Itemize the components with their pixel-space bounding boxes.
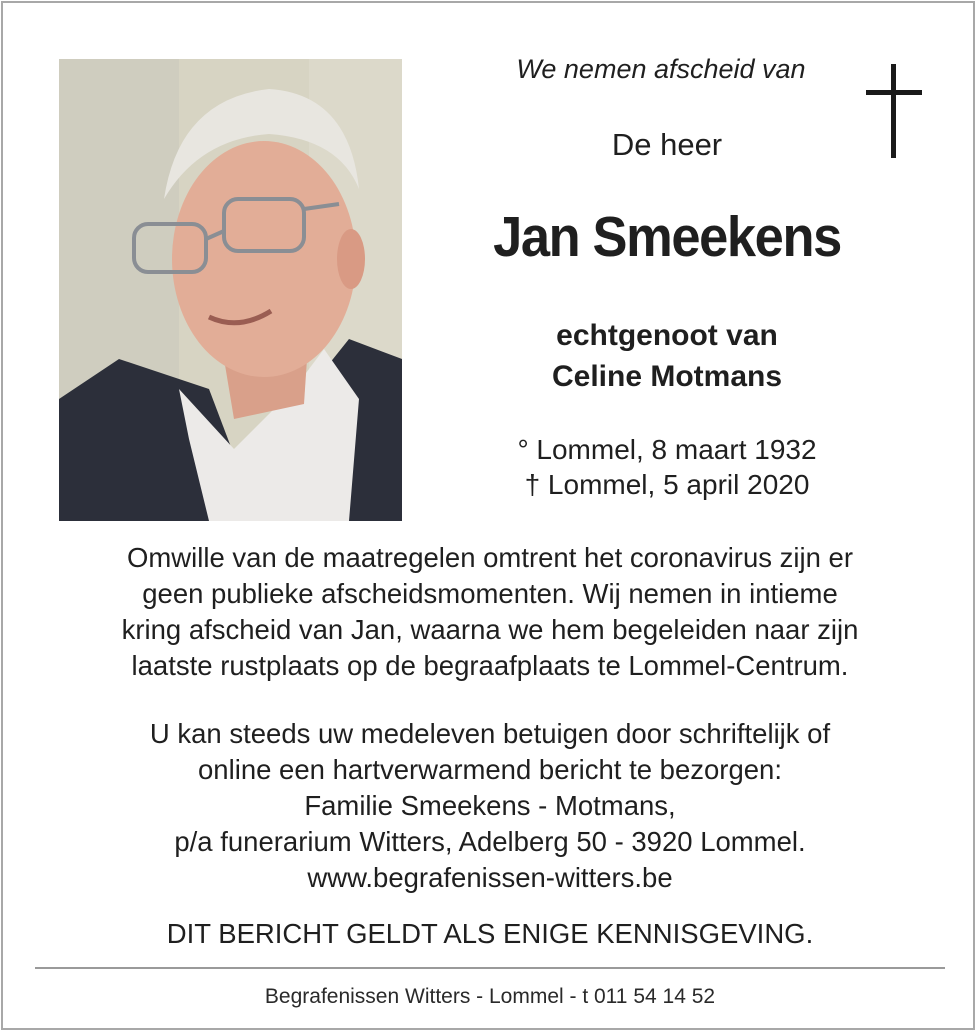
spouse-relation: echtgenoot van [556, 319, 778, 352]
spouse-name: Celine Motmans [551, 360, 783, 393]
family-name-line: Familie Smeekens - Motmans, [304, 790, 676, 821]
footer-divider [35, 967, 945, 969]
portrait-photo [59, 59, 402, 521]
paragraph-line: online een hartverwarmend bericht te bezorgen: [198, 754, 782, 785]
paragraph-line: geen publieke afscheidsmomenten. Wij nemen in intieme [142, 578, 838, 609]
honorific: De heer [611, 127, 723, 162]
paragraph-line: laatste rustplaats op de begraafplaats te Lommel-Centrum. [131, 650, 849, 681]
address-line: p/a funerarium Witters, Adelberg 50 - 3920 Lommel. [174, 826, 806, 857]
website-link[interactable]: www.begrafenissen-witters.be [307, 862, 673, 893]
condolence-paragraph [30, 716, 950, 896]
dates-block [452, 432, 882, 502]
paragraph-line: U kan steeds uw medeleven betuigen door schriftelijk of [149, 718, 831, 749]
birth-date: ° Lommel, 8 maart 1932 [517, 434, 817, 465]
spouse-block [452, 315, 882, 397]
intro-text: We nemen afscheid van [516, 54, 806, 84]
deceased-name: Jan Smeekens [493, 205, 841, 269]
notice-statement: DIT BERICHT GELDT ALS ENIGE KENNISGEVING. [166, 918, 814, 949]
paragraph-line: Omwille van de maatregelen omtrent het coronavirus zijn er [126, 542, 854, 573]
paragraph-line: kring afscheid van Jan, waarna we hem begeleiden naar zijn [121, 614, 859, 645]
death-date: † Lommel, 5 april 2020 [524, 469, 810, 500]
footer-text: Begrafenissen Witters - Lommel - t 011 54 14 52 [264, 985, 716, 1008]
covid-paragraph [30, 540, 950, 684]
